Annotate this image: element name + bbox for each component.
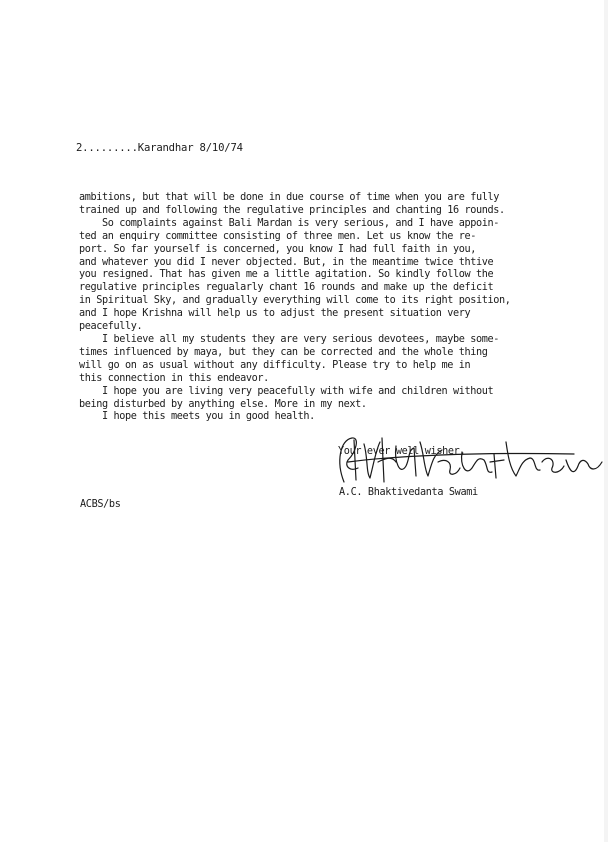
body-line: I hope this meets you in good health. [79, 411, 315, 423]
page-edge [604, 0, 608, 842]
body-line: So complaints against Bali Mardan is very serious, and I have appoin- [79, 217, 499, 229]
body-line: ted an enquiry committee consisting of three men. Let us know the re- [79, 230, 476, 242]
letter-header: 2.........Karandhar 8/10/74 [76, 142, 243, 154]
body-line: this connection in this endeavor. [79, 372, 269, 384]
body-line: port. So far yourself is concerned, you know I had full faith in you, [79, 243, 476, 255]
body-line: in Spiritual Sky, and gradually everything will come to its right position, [79, 295, 511, 307]
body-line: you resigned. That has given me a little agitation. So kindly follow the [79, 269, 494, 281]
body-line: peacefully. [79, 321, 143, 333]
body-line: ambitions, but that will be done in due course of time when you are fully [79, 192, 499, 203]
handwritten-signature [334, 432, 606, 492]
signer-name: A.C. Bhaktivedanta Swami [339, 487, 478, 498]
body-line: being disturbed by anything else. More in my next. [79, 398, 367, 410]
body-line: regulative principles regualarly chant 16 rounds and make up the deficit [79, 282, 494, 294]
body-line: and I hope Krishna will help us to adjust the present situation very [79, 308, 471, 320]
body-line: trained up and following the regulative principles and chanting 16 rounds. [79, 204, 505, 216]
letter-body [79, 192, 511, 424]
body-line: I hope you are living very peacefully with wife and children without [79, 385, 494, 397]
body-line: and whatever you did I never objected. But, in the meantime twice thtive [79, 256, 494, 268]
body-line: I believe all my students they are very serious devotees, maybe some- [79, 333, 499, 345]
closing-salutation: Your ever well wisher, [338, 446, 466, 457]
body-line: times influenced by maya, but they can be corrected and the whole thing [79, 346, 488, 358]
reference-initials: ACBS/bs [80, 499, 121, 510]
body-line: will go on as usual without any difficulty. Please try to help me in [79, 359, 471, 371]
